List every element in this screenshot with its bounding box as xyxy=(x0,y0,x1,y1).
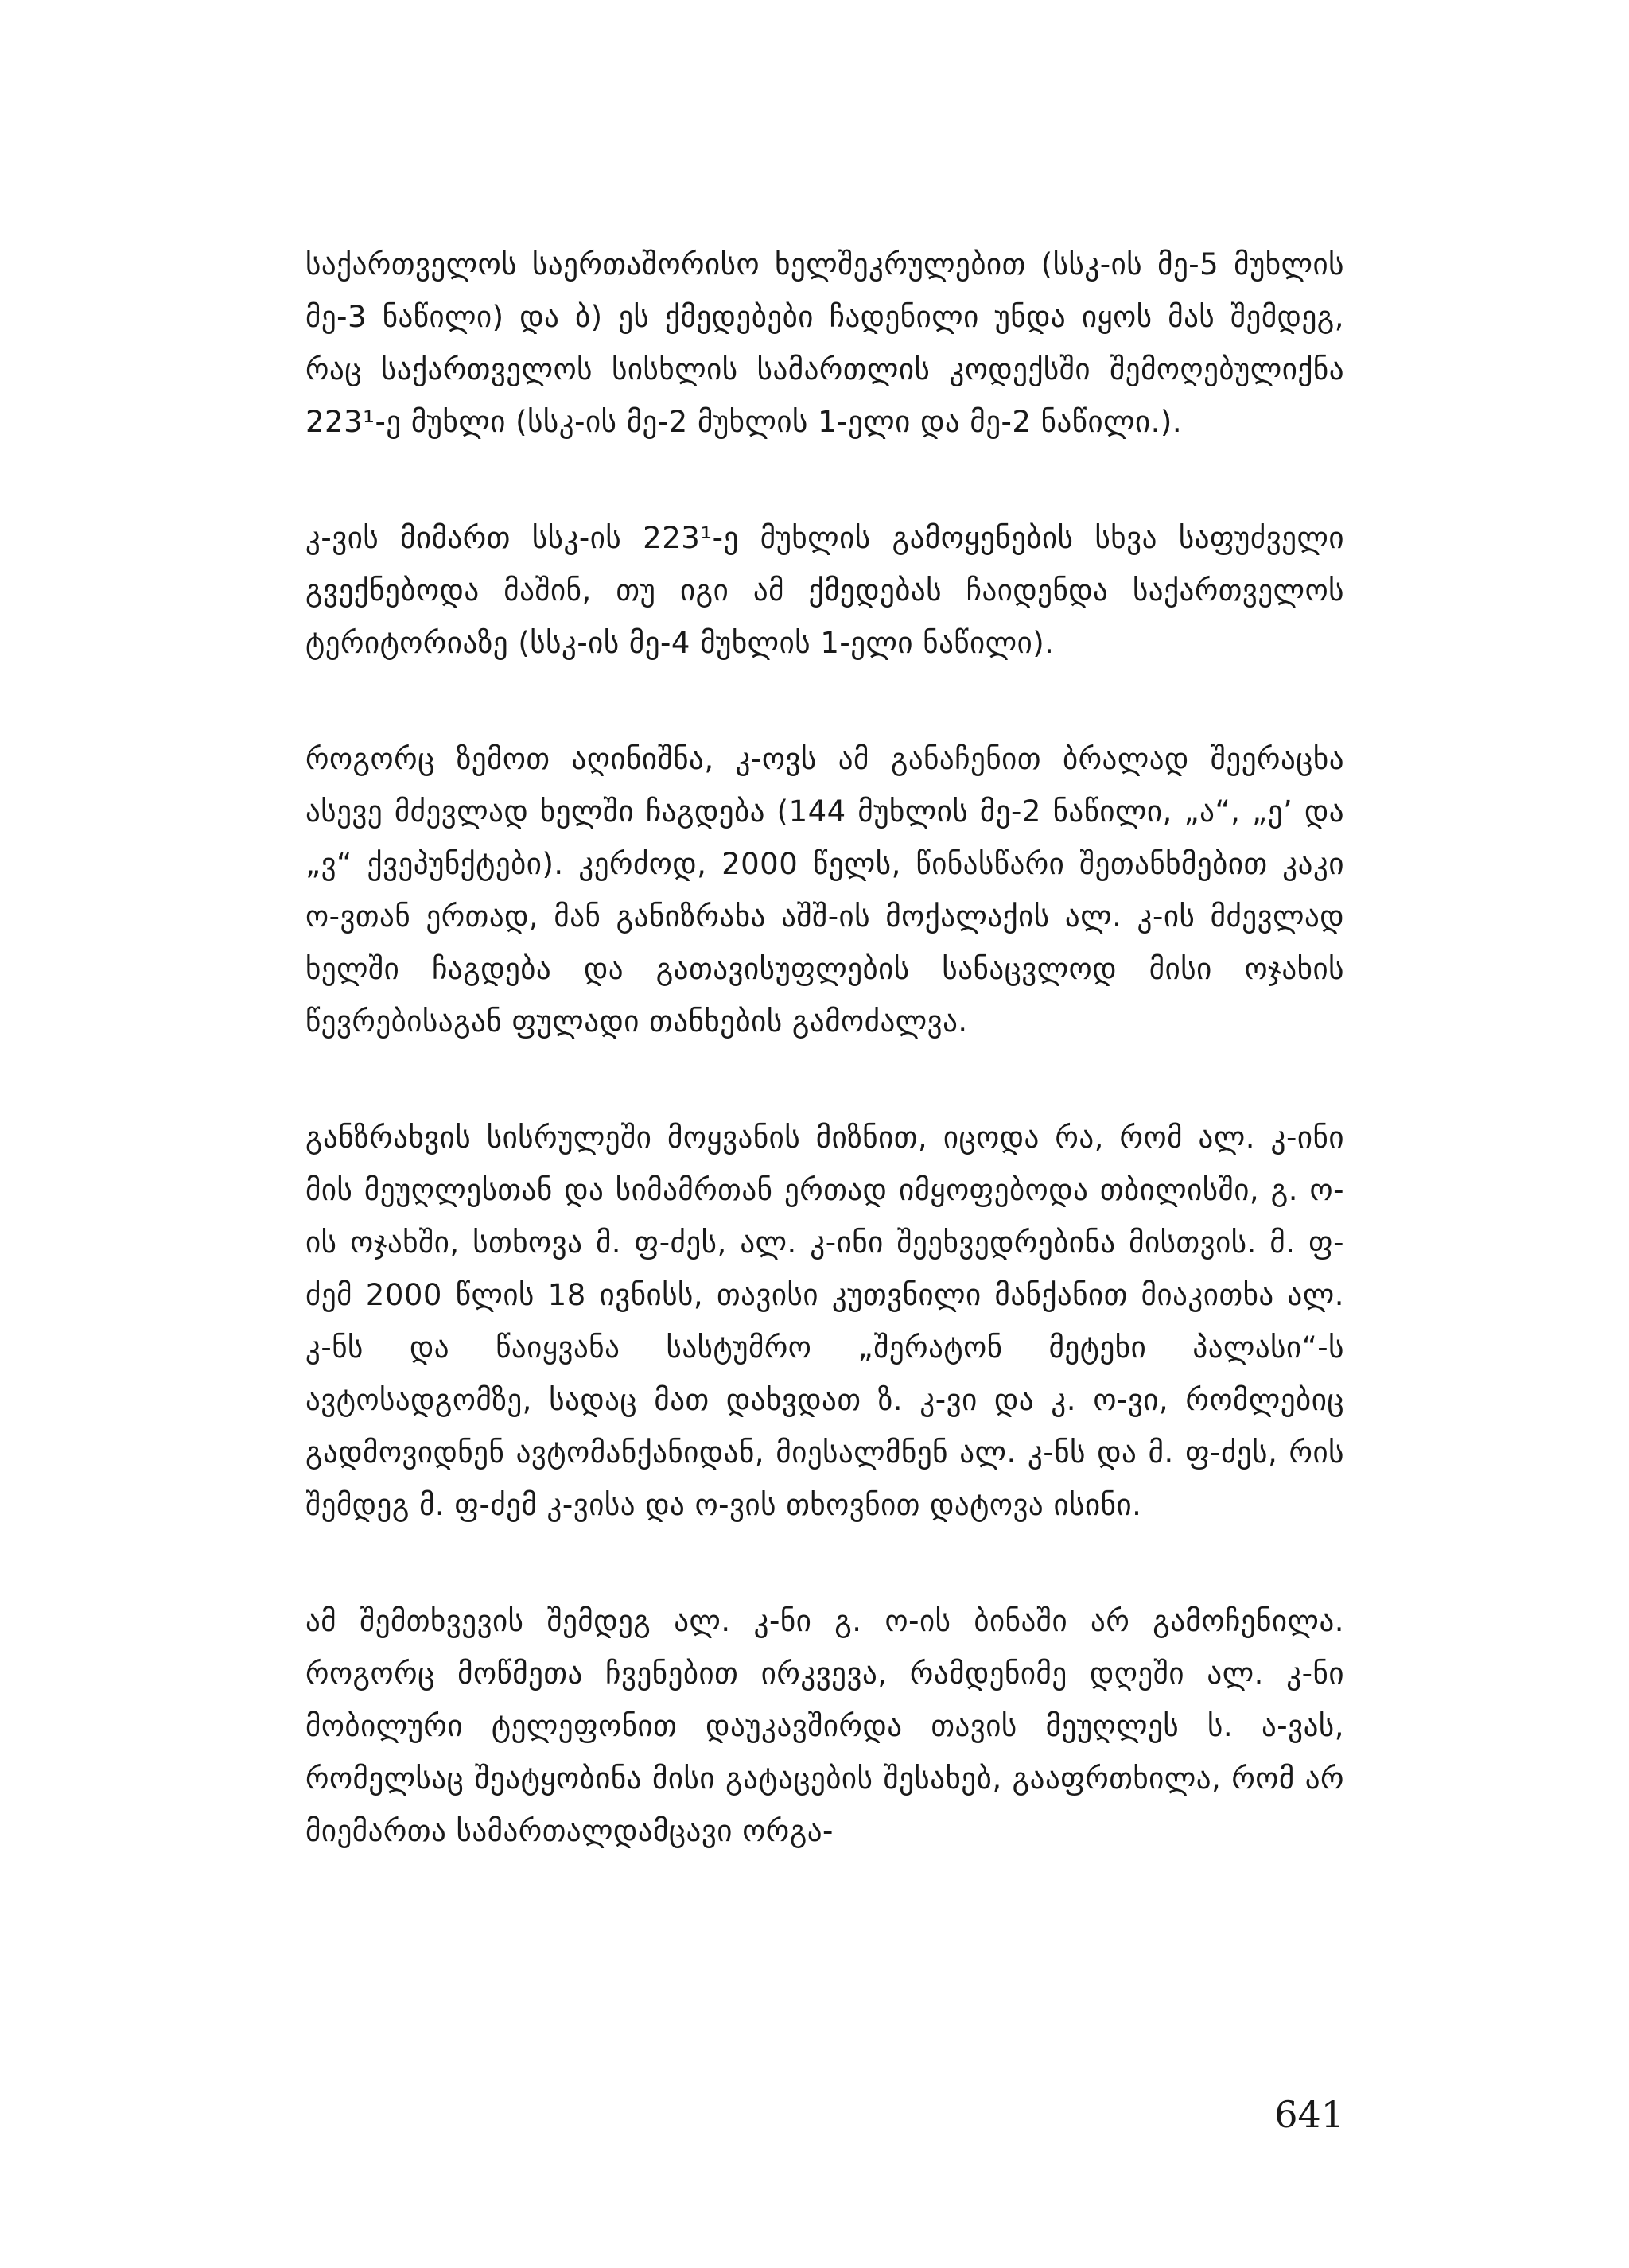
paragraph-2: კ-ვის მიმართ სსკ-ის 223¹-ე მუხლის გამოყენების სხვა საფუძველი გვექნებოდა მაშინ, თუ იგი ამ ქმედებას ჩაიდენდა საქართველოს ტერიტორიაზე (სსკ-ის მე-4 მუხლის 1-ელი ნაწილი). xyxy=(305,521,1344,660)
paragraph-3: როგორც ზემოთ აღინიშნა, კ-ოვს ამ განაჩენით ბრალად შეერაცხა ასევე მძევლად ხელში ჩაგდება (144 მუხლის მე-2 ნაწილი, „ა“, „ე’ და „ვ“ ქვეპუნქტები). კერძოდ, 2000 წელს, წინასწარი შეთანხმებით კაკი ო-ვთან ერთად, მან განიზრახა აშშ-ის მოქალაქის ალ. კ-ის მძევლად ხელში ჩაგდება და გათავისუფლების სანაცვლოდ მისი ოჯახის წევრებისაგან ფულადი თანხების გამოძალვა. xyxy=(305,742,1344,1039)
page-number: 641 xyxy=(1274,2093,1344,2136)
body-text xyxy=(305,239,1344,1921)
paragraph-1: საქართველოს საერთაშორისო ხელშეკრულებით (სსკ-ის მე-5 მუხლის მე-3 ნაწილი) და ბ) ეს ქმედებები ჩადენილი უნდა იყოს მას შემდეგ, რაც საქართველოს სისხლის სამართლის კოდექსში შემოღებულიქნა 223¹-ე მუხლი (სსკ-ის მე-2 მუხლის 1-ელი და მე-2 ნაწილი.). xyxy=(305,247,1344,439)
paragraph-5: ამ შემთხვევის შემდეგ ალ. კ-ნი გ. ო-ის ბინაში არ გამოჩენილა. როგორც მოწმეთა ჩვენებით ირკვევა, რამდენიმე დღეში ალ. კ-ნი მობილური ტელეფონით დაუკავშირდა თავის მეუღლეს ს. ა-ვას, რომელსაც შეატყობინა მისი გატაცების შესახებ, გააფრთხილა, რომ არ მიემართა სამართალდამცავი ორგა- xyxy=(305,1604,1344,1848)
paragraph-4: განზრახვის სისრულეში მოყვანის მიზნით, იცოდა რა, რომ ალ. კ-ინი მის მეუღლესთან და სიმამრთან ერთად იმყოფებოდა თბილისში, გ. ო-ის ოჯახში, სთხოვა მ. ფ-ძეს, ალ. კ-ინი შეეხვედრებინა მისთვის. მ. ფ-ძემ 2000 წლის 18 ივნისს, თავისი კუთვნილი მანქანით მიაკითხა ალ. კ-ნს და წაიყვანა სასტუმრო „შერატონ მეტეხი პალასი“-ს ავტოსადგომზე, სადაც მათ დახვდათ ზ. კ-ვი და კ. ო-ვი, რომლებიც გადმოვიდნენ ავტომანქანიდან, მიესალმნენ ალ. კ-ნს და მ. ფ-ძეს, რის შემდეგ მ. ფ-ძემ კ-ვისა და ო-ვის თხოვნით დატოვა ისინი. xyxy=(305,1120,1344,1522)
